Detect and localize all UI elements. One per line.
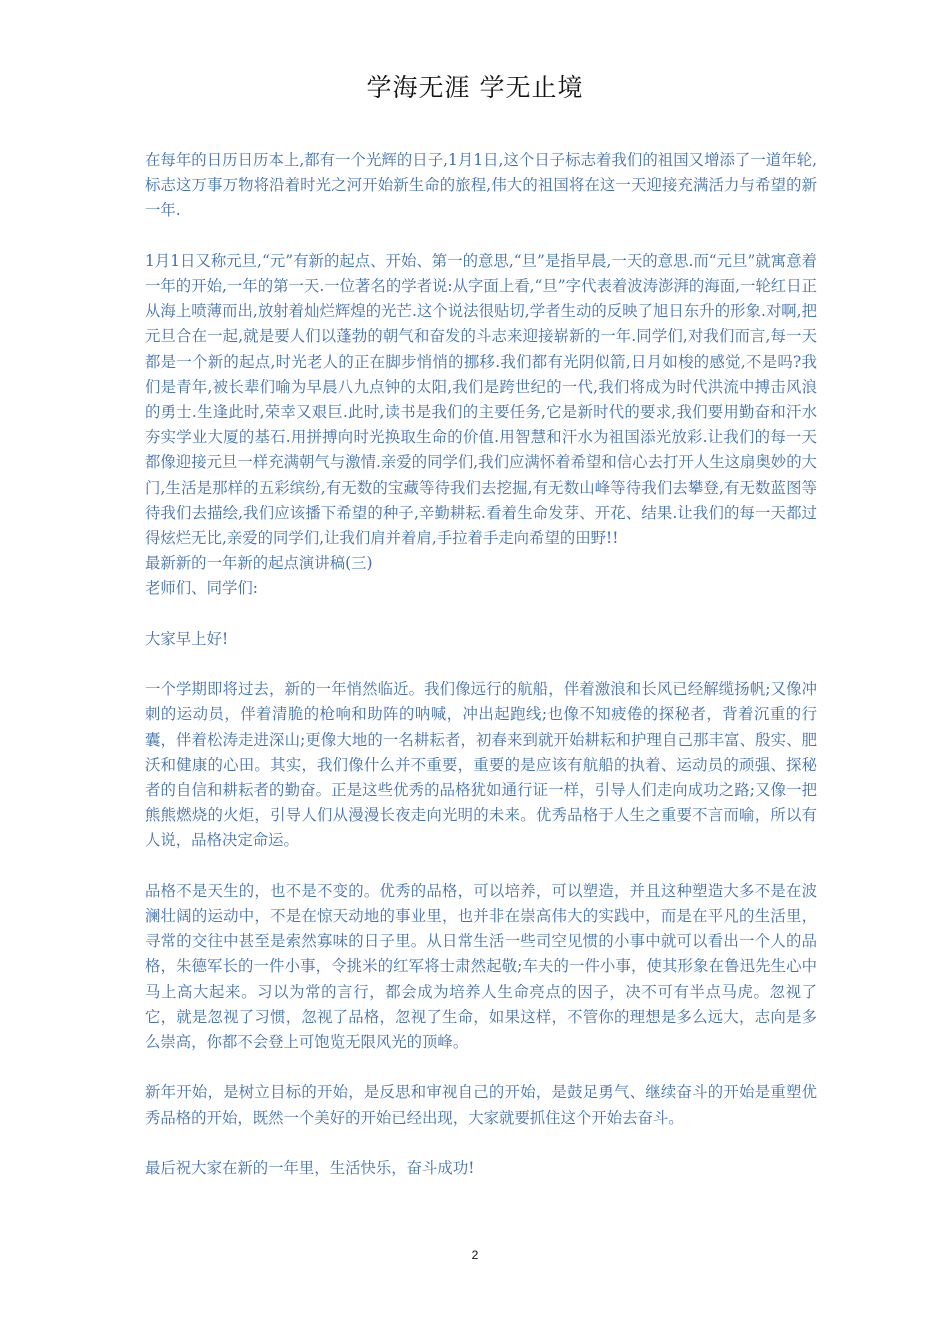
paragraph-semester-end: 一个学期即将过去，新的一年悄然临近。我们像远行的航船，伴着激浪和长风已经解缆扬帆;又像冲刺的运动员，伴着清脆的枪响和助阵的呐喊，冲出起跑线;也像不知疲倦的探秘者，背着沉重的行囊，伴着松涛走进深山;更像大地的一名耕耘者，初春来到就开始耕耘和护理自己那丰富、殷实、肥沃和健康的心田。其实，我们像什么并不重要，重要的是应该有航船的执着、运动员的顽强、探秘者的自信和耕耘者的勤奋。正是这些优秀的品格犹如通行证一样，引导人们走向成功之路;又像一把熊熊燃烧的火炬，引导人们从漫漫长夜走向光明的未来。优秀品格于人生之重要不言而喻，所以有人说，品格决定命运。 [145,680,817,850]
paragraph-gap [145,1131,817,1156]
document-body [145,148,817,1181]
paragraph-closing-wish: 最后祝大家在新的一年里，生活快乐，奋斗成功! [145,1159,475,1178]
page-number: 2 [471,1248,479,1262]
paragraph-yuandan-meaning: 1月1日又称元旦,“元”有新的起点、开始、第一的意思,“旦”是指早晨,一天的意思.而“元旦”就寓意着一年的开始,一年的第一天.一位著名的学者说:从字面上看,“旦”字代表着波涛澎湃的海面,一轮红日正从海上喷薄而出,放射着灿烂辉煌的光芒.这个说法很贴切,学者生动的反映了旭日东升的形象.对啊,把元旦合在一起,就是要人们以蓬勃的朝气和奋发的斗志来迎接崭新的一年.同学们,对我们而言,每一天都是一个新的起点,时光老人的正在脚步悄悄的挪移.我们都有光阴似箭,日月如梭的感觉,不是吗?我们是青年,被长辈们喻为早晨八九点钟的太阳,我们是跨世纪的一代,我们将成为时代洪流中搏击风浪的勇士.生逢此时,荣幸又艰巨.此时,读书是我们的主要任务,它是新时代的要求,我们要用勤奋和汗水夯实学业大厦的基石.用拼搏向时光换取生命的价值.用智慧和汗水为祖国添光放彩.让我们的每一天都像迎接元旦一样充满朝气与激情.亲爱的同学们,我们应满怀着希望和信心去打开人生这扇奥妙的大门,生活是那样的五彩缤纷,有无数的宝藏等待我们去挖掘,有无数山峰等待我们去攀登,有无数蓝图等待我们去描绘,我们应该播下希望的种子,辛勤耕耘.看着生命发芽、开花、结果.让我们的每一天都过得炫烂无比,亲爱的同学们,让我们肩并着肩,手拉着手走向希望的田野!! [145,251,817,548]
speech-heading: 最新新的一年新的起点演讲稿(三) [145,554,373,573]
paragraph-gap [145,224,817,249]
paragraph-gap [145,854,817,879]
paragraph-gap [145,1055,817,1080]
document-title: 学海无涯 学无止境 [366,73,584,102]
speech-salutation: 老师们、同学们: [145,579,258,598]
paragraph-character: 品格不是天生的，也不是不变的。优秀的品格，可以培养，可以塑造，并且这种塑造大多不是在波澜壮阔的运动中，不是在惊天动地的事业里，也并非在崇高伟大的实践中，而是在平凡的生活里，寻常的交往中甚至是索然寡味的日子里。从日常生活一些司空见惯的小事中就可以看出一个人的品格，朱德军长的一件小事，令挑米的红军将士肃然起敬;车夫的一件小事，使其形象在鲁迅先生心中马上高大起来。习以为常的言行，都会成为培养人生命亮点的因子，决不可有半点马虎。忽视了它，就是忽视了习惯，忽视了品格，忽视了生命，如果这样，不管你的理想是多么远大，志向是多么崇高，你都不会登上可饱览无限风光的顶峰。 [145,881,817,1052]
paragraph-gap [145,652,817,677]
paragraph-new-year-day: 在每年的日历日历本上,都有一个光辉的日子,1月1日,这个日子标志着我们的祖国又增添了一道年轮,标志这万事万物将沿着时光之河开始新生命的旅程,伟大的祖国将在这一天迎接充满活力与希望的新一年. [145,151,817,220]
paragraph-new-start: 新年开始，是树立目标的开始，是反思和审视自己的开始，是鼓足勇气、继续奋斗的开始是重塑优秀品格的开始，既然一个美好的开始已经出现，大家就要抓住这个开始去奋斗。 [145,1083,817,1127]
paragraph-gap [145,602,817,627]
speech-greeting: 大家早上好! [145,629,229,648]
